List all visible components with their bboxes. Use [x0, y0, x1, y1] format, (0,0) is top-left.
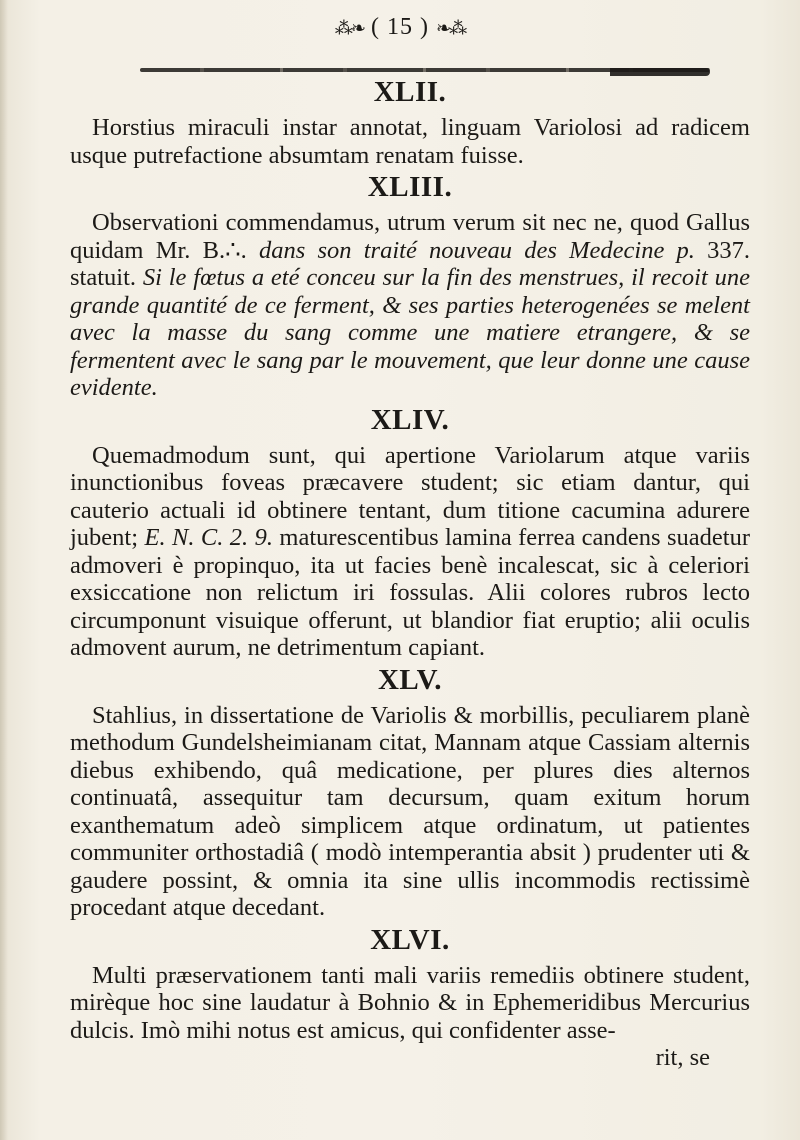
citation: E. N. C. 2. 9.	[144, 524, 273, 551]
section-text	[70, 209, 750, 402]
section-text-part: maturescentibus lamina ferrea candens suadetur admoveri è propinquo, ita ut facies benè incalescat, sic à celeriori exsiccatione non relictum iri fossulas. Alii colores rubros lecto circumponunt visuique offerunt, ut blandior fiat eruptio; alii oculis admovent aurum, ne detrimentum capiant.	[70, 524, 751, 661]
page-header	[0, 6, 800, 76]
section-text: Multi præservationem tanti mali variis remediis obtinere student, mirèque hoc sine laudatur à Bohnio & in Ephemeridibus Mercurius dulcis. Imò mihi notus est amicus, qui confidenter asse-	[70, 961, 750, 1044]
section-text-part: 337. statuit.	[70, 236, 750, 291]
section-text-part: Observationi commendamus, utrum verum sit nec ne, quod Gallus quidam Mr. B.∴.	[70, 209, 750, 264]
french-quote: Si le fœtus a eté conceu sur la fin des menstrues, il recoit une grande quantité de ce ferment, & ses parties heterogenées se melent avec la masse du sang comme une matiere etrangere, & se fermentent avec le sang par le mouvement, que leur donne une cause evidente.	[70, 264, 750, 401]
section-text	[70, 442, 750, 662]
page-body	[70, 74, 750, 1072]
catchword: rit, se	[655, 1044, 710, 1071]
page-edge-shadow	[0, 0, 8, 1140]
running-head	[0, 14, 800, 41]
section-number: XLIV.	[370, 403, 450, 436]
section-text-part: Quemadmodum sunt, qui apertione Variolarum atque variis inunctionibus foveas præcavere student; sic etiam dantur, qui cauterio actuali id obtinere tentant, dum titione cacumina adurere jubent;	[70, 441, 750, 551]
section-number: XLIII.	[367, 171, 453, 203]
section-text: Stahlius, in dissertatione de Variolis & morbillis, peculiarem planè methodum Gundelsheimianam citat, Mannam atque Cassiam alternis diebus exhibendo, quâ medicatione, per plures dies alternos continuatâ, assequitur tam decursum, quam exitum horum exanthematum adeò simplicem atque ordinatum, ut patientes communiter orthostadiâ ( modò intemperantia absit ) prudenter uti & gaudere possint, & omnia ita sine ullis incommodis rectissimè procedant atque decedant.	[70, 701, 750, 921]
ornament-right: ❧⁂	[435, 18, 466, 38]
section-number: XLV.	[377, 663, 443, 696]
ornament-left: ⁂❧	[334, 18, 364, 38]
section-number: XLVI.	[370, 923, 450, 956]
section-number: XLII.	[373, 76, 447, 108]
french-quote-title: dans son traité nouveau des Medecine p.	[259, 236, 695, 264]
page-number: ( 15 )	[371, 14, 429, 40]
section-text: Horstius miraculi instar annotat, linguam Variolosi ad radicem usque putrefactione absumtam renatam fuisse.	[70, 114, 750, 169]
